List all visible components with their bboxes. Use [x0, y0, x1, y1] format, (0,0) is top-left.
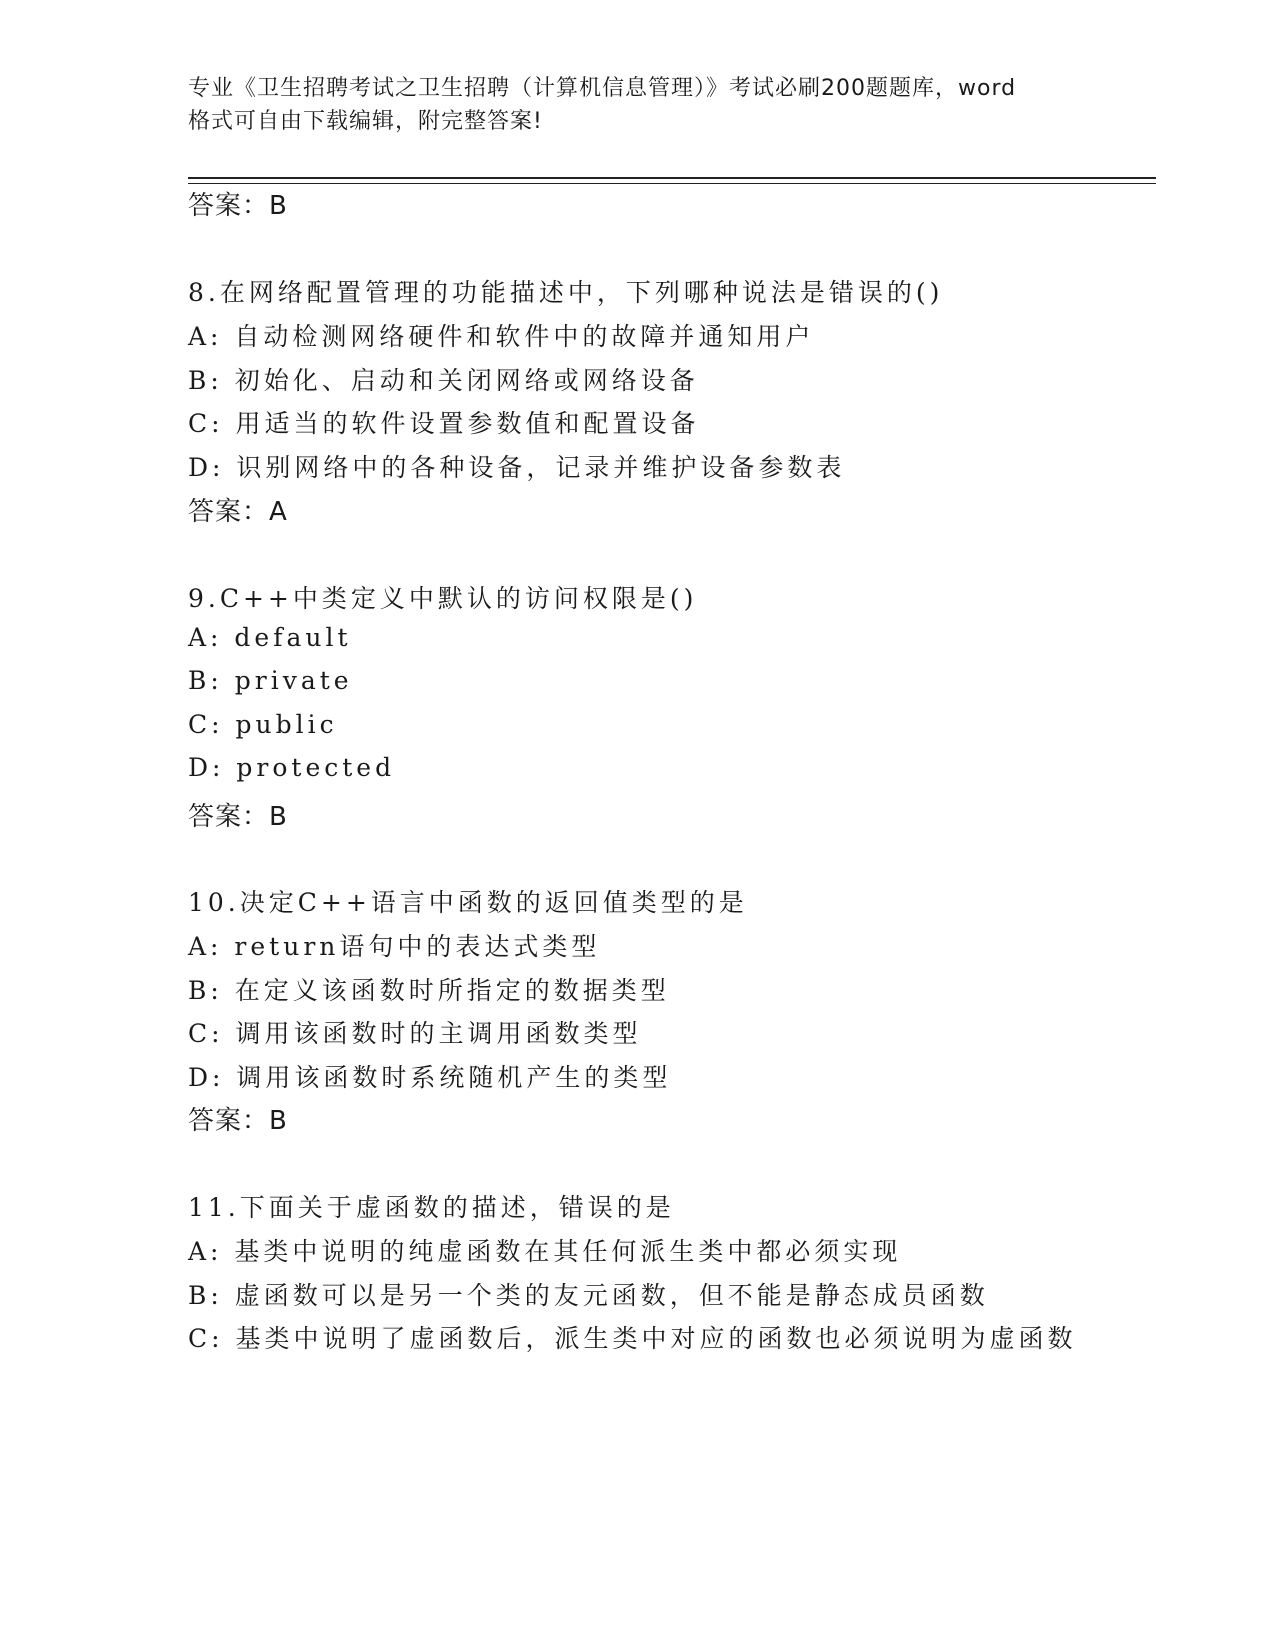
question-10-option-d: D: 调用该函数时系统随机产生的类型: [188, 1063, 672, 1092]
question-9-option-b: B: private: [188, 666, 353, 695]
header-divider-thin: [188, 183, 1156, 184]
question-10-stem: 10.决定C++语言中函数的返回值类型的是: [188, 888, 748, 917]
question-11-option-c: C: 基类中说明了虚函数后，派生类中对应的函数也必须说明为虚函数: [188, 1324, 1077, 1353]
previous-answer: 答案：B: [188, 191, 288, 221]
question-9-stem: 9.C++中类定义中默认的访问权限是(): [188, 584, 698, 613]
question-8-answer: 答案：A: [188, 497, 288, 527]
question-10-answer: 答案：B: [188, 1106, 288, 1136]
header-line-1: 专业《卫生招聘考试之卫生招聘（计算机信息管理）》考试必刷200题题库，word: [188, 76, 1017, 101]
question-9-option-c: C: public: [188, 710, 338, 739]
question-8-option-a: A: 自动检测网络硬件和软件中的故障并通知用户: [188, 322, 815, 351]
document-header: [188, 72, 1088, 138]
question-9-option-a: A: default: [188, 623, 352, 652]
question-9-answer: 答案：B: [188, 802, 288, 832]
question-10-option-b: B: 在定义该函数时所指定的数据类型: [188, 976, 670, 1005]
question-11-option-a: A: 基类中说明的纯虚函数在其任何派生类中都必须实现: [188, 1237, 902, 1266]
question-11-option-b: B: 虚函数可以是另一个类的友元函数，但不能是静态成员函数: [188, 1281, 989, 1310]
question-9-option-d: D: protected: [188, 753, 396, 782]
question-8-option-b: B: 初始化、启动和关闭网络或网络设备: [188, 366, 699, 395]
question-10-option-c: C: 调用该函数时的主调用函数类型: [188, 1019, 642, 1048]
question-11-stem: 11.下面关于虚函数的描述，错误的是: [188, 1193, 675, 1222]
header-divider-thick: [188, 177, 1156, 179]
question-8-option-d: D: 识别网络中的各种设备，记录并维护设备参数表: [188, 453, 846, 482]
question-8-stem: 8.在网络配置管理的功能描述中，下列哪种说法是错误的(): [188, 278, 944, 307]
question-10-option-a: A: return语句中的表达式类型: [188, 932, 601, 961]
question-8-option-c: C: 用适当的软件设置参数值和配置设备: [188, 409, 700, 438]
header-line-2: 格式可自由下载编辑，附完整答案!: [188, 109, 543, 134]
